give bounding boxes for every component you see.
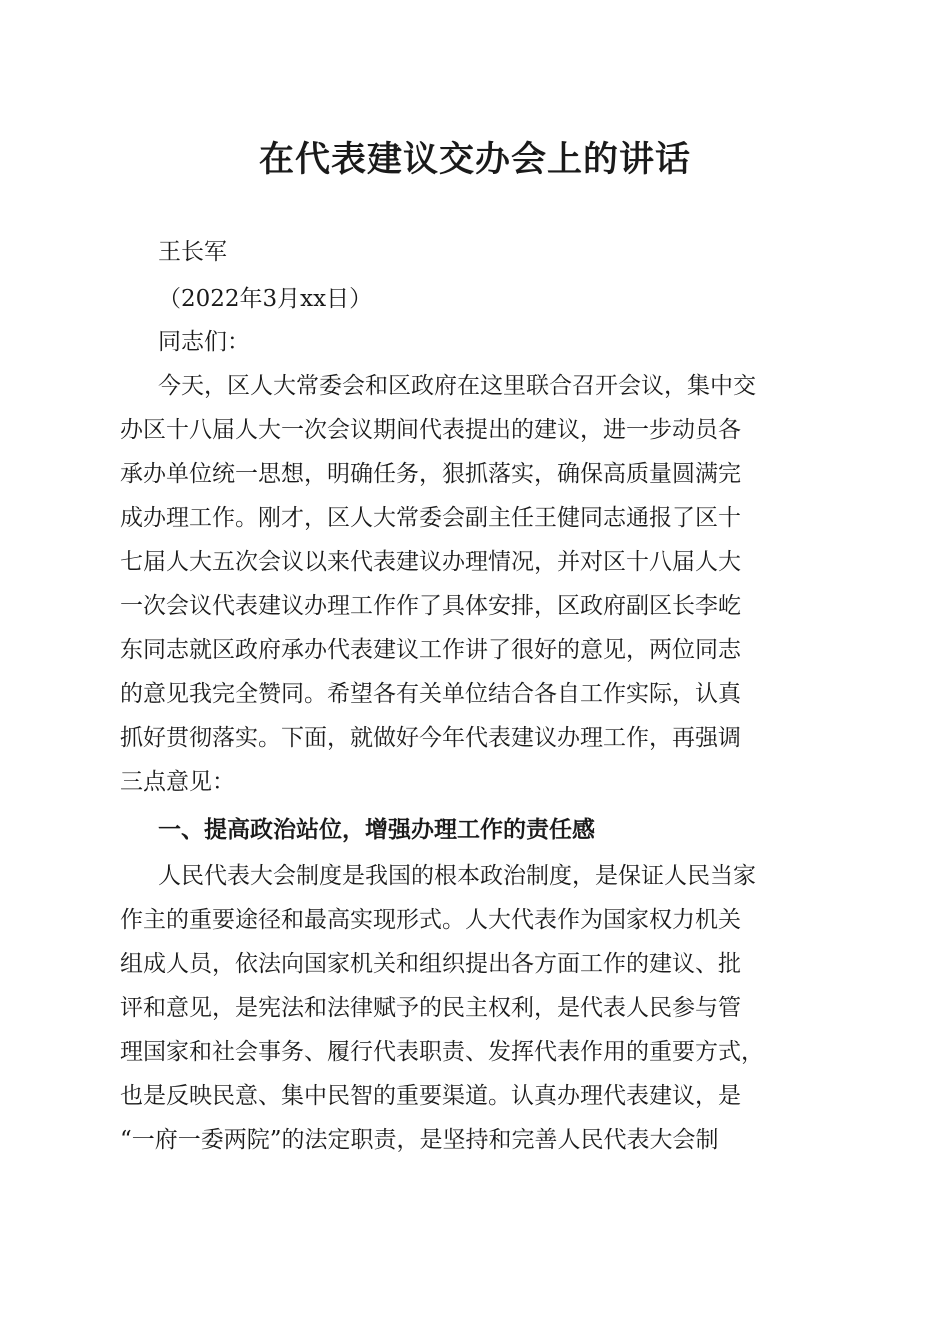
paragraph-line: 一次会议代表建议办理工作作了具体安排，区政府副区长李屹	[120, 593, 741, 619]
document-title: 在代表建议交办会上的讲话	[258, 139, 691, 180]
paragraph-line: 作主的重要途径和最高实现形式。人大代表作为国家权力机关	[120, 907, 741, 933]
paragraph-line: 承办单位统一思想，明确任务，狠抓落实，确保高质量圆满完	[120, 461, 741, 487]
section-heading: 一、提高政治站位，增强办理工作的责任感	[158, 816, 595, 843]
paragraph-line: 组成人员，依法向国家机关和组织提出各方面工作的建议、批	[120, 951, 741, 977]
paragraph-line: 人民代表大会制度是我国的根本政治制度，是保证人民当家	[158, 863, 756, 889]
paragraph-line: 也是反映民意、集中民智的重要渠道。认真办理代表建议，是	[120, 1083, 741, 1109]
paragraph-line: 理国家和社会事务、履行代表职责、发挥代表作用的重要方式，	[120, 1039, 764, 1065]
paragraph-line: 东同志就区政府承办代表建议工作讲了很好的意见，两位同志	[120, 637, 741, 663]
paragraph-line: 三点意见：	[120, 769, 235, 795]
author-name: 王长军	[158, 239, 227, 265]
paragraph-line: 今天，区人大常委会和区政府在这里联合召开会议，集中交	[158, 373, 756, 399]
salutation: 同志们：	[158, 329, 250, 355]
paragraph-line: 办区十八届人大一次会议期间代表提出的建议，进一步动员各	[120, 417, 741, 443]
paragraph-line: 的意见我完全赞同。希望各有关单位结合各自工作实际，认真	[120, 681, 741, 707]
paragraph-line: “一府一委两院”的法定职责，是坚持和完善人民代表大会制	[120, 1127, 719, 1153]
paragraph-line: 评和意见，是宪法和法律赋予的民主权利，是代表人民参与管	[120, 995, 741, 1021]
paragraph-line: 抓好贯彻落实。下面，就做好今年代表建议办理工作，再强调	[120, 725, 741, 751]
paragraph-line: 七届人大五次会议以来代表建议办理情况，并对区十八届人大	[120, 549, 741, 575]
speech-date: （2022年3月xx日）	[158, 286, 373, 312]
paragraph-line: 成办理工作。刚才，区人大常委会副主任王健同志通报了区十	[120, 505, 741, 531]
